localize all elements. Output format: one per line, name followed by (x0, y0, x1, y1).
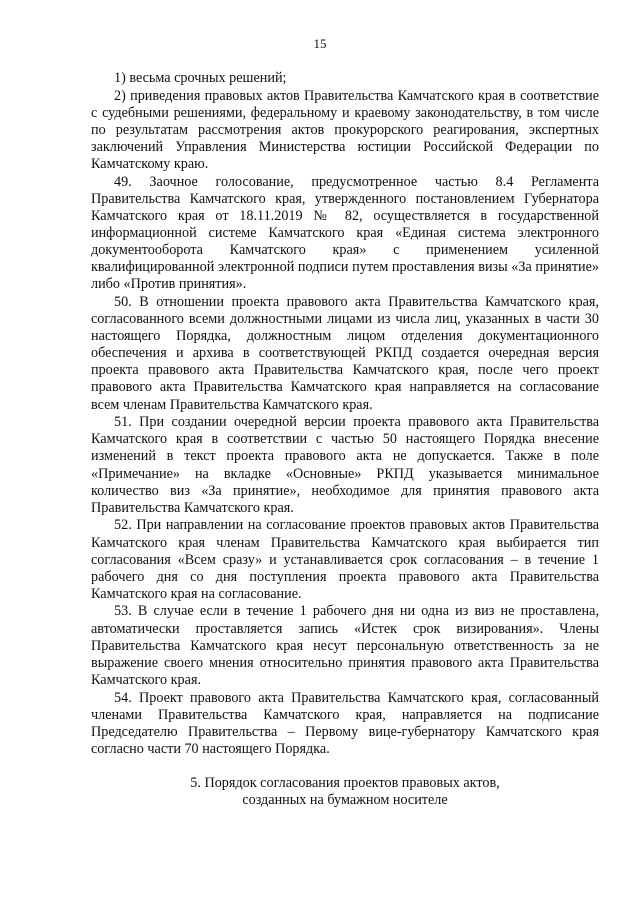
section-heading (91, 775, 599, 809)
page-number: 15 (313, 36, 327, 51)
paragraph-49: 49. Заочное голосование, предусмотренное частью 8.4 Регламента Правительства Камчатского края, утвержденного постановлением Губернатора Камчатского края от 18.11.2019 № 82, осуществляется в государственной информационной системе Камчатского края «Единая система электронного документооборота Камчатского края» с применением усиленной квалифицированной электронной подписи путем проставления визы «За принятие» либо «Против принятия». (91, 173, 599, 293)
paragraph-53: 53. В случае если в течение 1 рабочего дня ни одна из виз не проставлена, автоматически проставляется запись «Истек срок визирования». Члены Правительства Камчатского края несут персональную ответственность за не выражение своего мнения относительно принятия правового акта Правительства Камчатского края. (91, 603, 599, 688)
paragraph-54: 54. Проект правового акта Правительства Камчатского края, согласованный членами Правительства Камчатского края, направляется на подписание Председателю Правительства – Первому вице-губернатору Камчатского края согласно части 70 настоящего Порядка. (91, 689, 599, 757)
section-heading-line-1: 5. Порядок согласования проектов правовых актов, (190, 774, 500, 791)
document-body (91, 70, 599, 809)
paragraph-item-1: 1) весьма срочных решений; (114, 70, 287, 86)
paragraph-item-2: 2) приведения правовых актов Правительства Камчатского края в соответствие с судебными решениями, федеральному и краевому законодательству, в том числе по результатам рассмотрения актов прокурорского реагирования, экспертных заключений Управления Министерства юстиции Российской Федерации по Камчатскому краю. (91, 87, 599, 173)
paragraph-52: 52. При направлении на согласование проектов правовых актов Правительства Камчатского края членам Правительства Камчатского края выбирается тип согласования «Всем сразу» и устанавливается срок согласования – в течение 1 рабочего дня со дня поступления проекта правового акта Правительства Камчатского края на согласование. (91, 517, 599, 602)
section-heading-line-2: созданных на бумажном носителе (242, 792, 448, 808)
paragraph-51: 51. При создании очередной версии проекта правового акта Правительства Камчатского края в соответствии с частью 50 настоящего Порядка внесение изменений в текст проекта правового акта не допускается. Также в поле «Примечание» на вкладке «Основные» РКПД указывается минимальное количество виз «За принятие», необходимое для принятия правового акта Правительства Камчатского края. (91, 414, 599, 516)
paragraph-50: 50. В отношении проекта правового акта Правительства Камчатского края, согласованного всеми должностными лицами из числа лиц, указанных в части 30 настоящего Порядка, должностным лицом отделения документационного обеспечения и архива в соответствующей РКПД создается очередная версия проекта правового акта Правительства Камчатского края, после чего проект правового акта Правительства Камчатского края направляется на согласование всем членам Правительства Камчатского края. (91, 294, 599, 413)
